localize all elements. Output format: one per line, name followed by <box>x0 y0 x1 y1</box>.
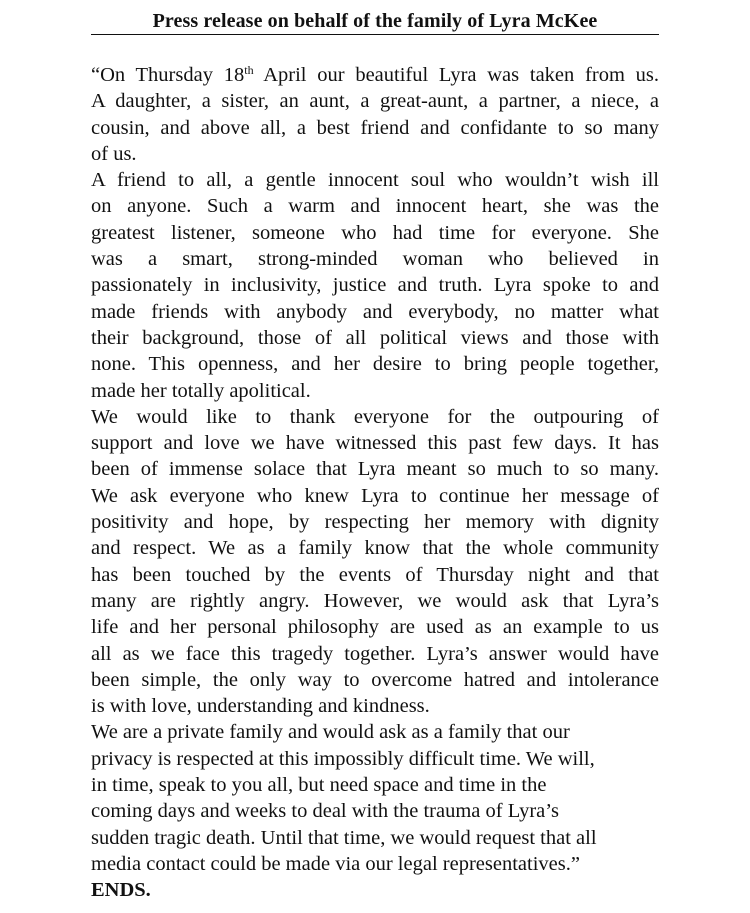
ordinal-suffix: th <box>244 63 254 77</box>
paragraph-1-line-1 <box>91 62 659 88</box>
paragraph-2-line: made friends with anybody and everybody, no matter what <box>91 300 659 323</box>
paragraph-3-line: support and love we have witnessed this past few days. It has <box>91 432 659 455</box>
paragraph-3 <box>91 404 659 720</box>
paragraph-4-line: coming days and weeks to deal with the trauma of Lyra’s <box>91 800 559 823</box>
paragraph-4-line: We are a private family and would ask as a family that our <box>91 721 570 744</box>
quote-opening-text: “On Thursday 18 <box>91 64 245 86</box>
paragraph-4 <box>91 719 659 877</box>
press-release-body <box>91 62 659 904</box>
paragraph-2-line: greatest listener, someone who had time for everyone. She <box>91 221 659 244</box>
paragraph-4-line: in time, speak to you all, but need space and time in the <box>91 774 547 797</box>
paragraph-3-line: We would like to thank everyone for the outpouring of <box>91 405 659 428</box>
paragraph-2-line: A friend to all, a gentle innocent soul who wouldn’t wish ill <box>91 169 659 192</box>
paragraph-3-line: has been touched by the events of Thursday night and that <box>91 563 659 586</box>
paragraph-2-line: on anyone. Such a warm and innocent heart, she was the <box>91 195 659 218</box>
quote-opening-rest: April our beautiful Lyra was taken from us. <box>253 64 659 86</box>
paragraph-4-line: sudden tragic death. Until that time, we would request that all <box>91 826 597 849</box>
paragraph-2-line: none. This openness, and her desire to bring people together, <box>91 353 659 376</box>
paragraph-3-line: We ask everyone who knew Lyra to continue her message of <box>91 484 659 507</box>
paragraph-3-line: been of immense solace that Lyra meant so much to so many. <box>91 458 659 481</box>
paragraph-3-line: is with love, understanding and kindness. <box>91 695 430 718</box>
paragraph-3-line: positivity and hope, by respecting her memory with dignity <box>91 511 659 534</box>
paragraph-3-line: many are rightly angry. However, we would ask that Lyra’s <box>91 589 659 612</box>
paragraph-1-line: cousin, and above all, a best friend and confidante to so many <box>91 116 659 139</box>
title-bar <box>91 0 659 35</box>
paragraph-2-line: made her totally apolitical. <box>91 379 311 402</box>
paragraph-4-line: privacy is respected at this impossibly difficult time. We will, <box>91 747 595 770</box>
paragraph-3-line: life and her personal philosophy are used as an example to us <box>91 616 659 639</box>
paragraph-2-line: their background, those of all political views and those with <box>91 326 659 349</box>
paragraph-2 <box>91 167 659 404</box>
paragraph-3-line: and respect. We as a family know that the whole community <box>91 537 659 560</box>
paragraph-3-line: been simple, the only way to overcome hatred and intolerance <box>91 668 659 691</box>
paragraph-1-line: A daughter, a sister, an aunt, a great-aunt, a partner, a niece, a <box>91 90 659 113</box>
ends-marker: ENDS. <box>91 879 151 902</box>
paragraph-3-line: all as we face this tragedy together. Lyra’s answer would have <box>91 642 659 665</box>
paragraph-1-line: of us. <box>91 142 137 165</box>
paragraph-2-line: was a smart, strong-minded woman who believed in <box>91 248 659 271</box>
paragraph-1 <box>91 62 659 167</box>
paragraph-2-line: passionately in inclusivity, justice and truth. Lyra spoke to and <box>91 274 659 297</box>
page-title: Press release on behalf of the family of Lyra McKee <box>152 10 598 32</box>
paragraph-4-line: media contact could be made via our legal representatives.” <box>91 852 580 875</box>
